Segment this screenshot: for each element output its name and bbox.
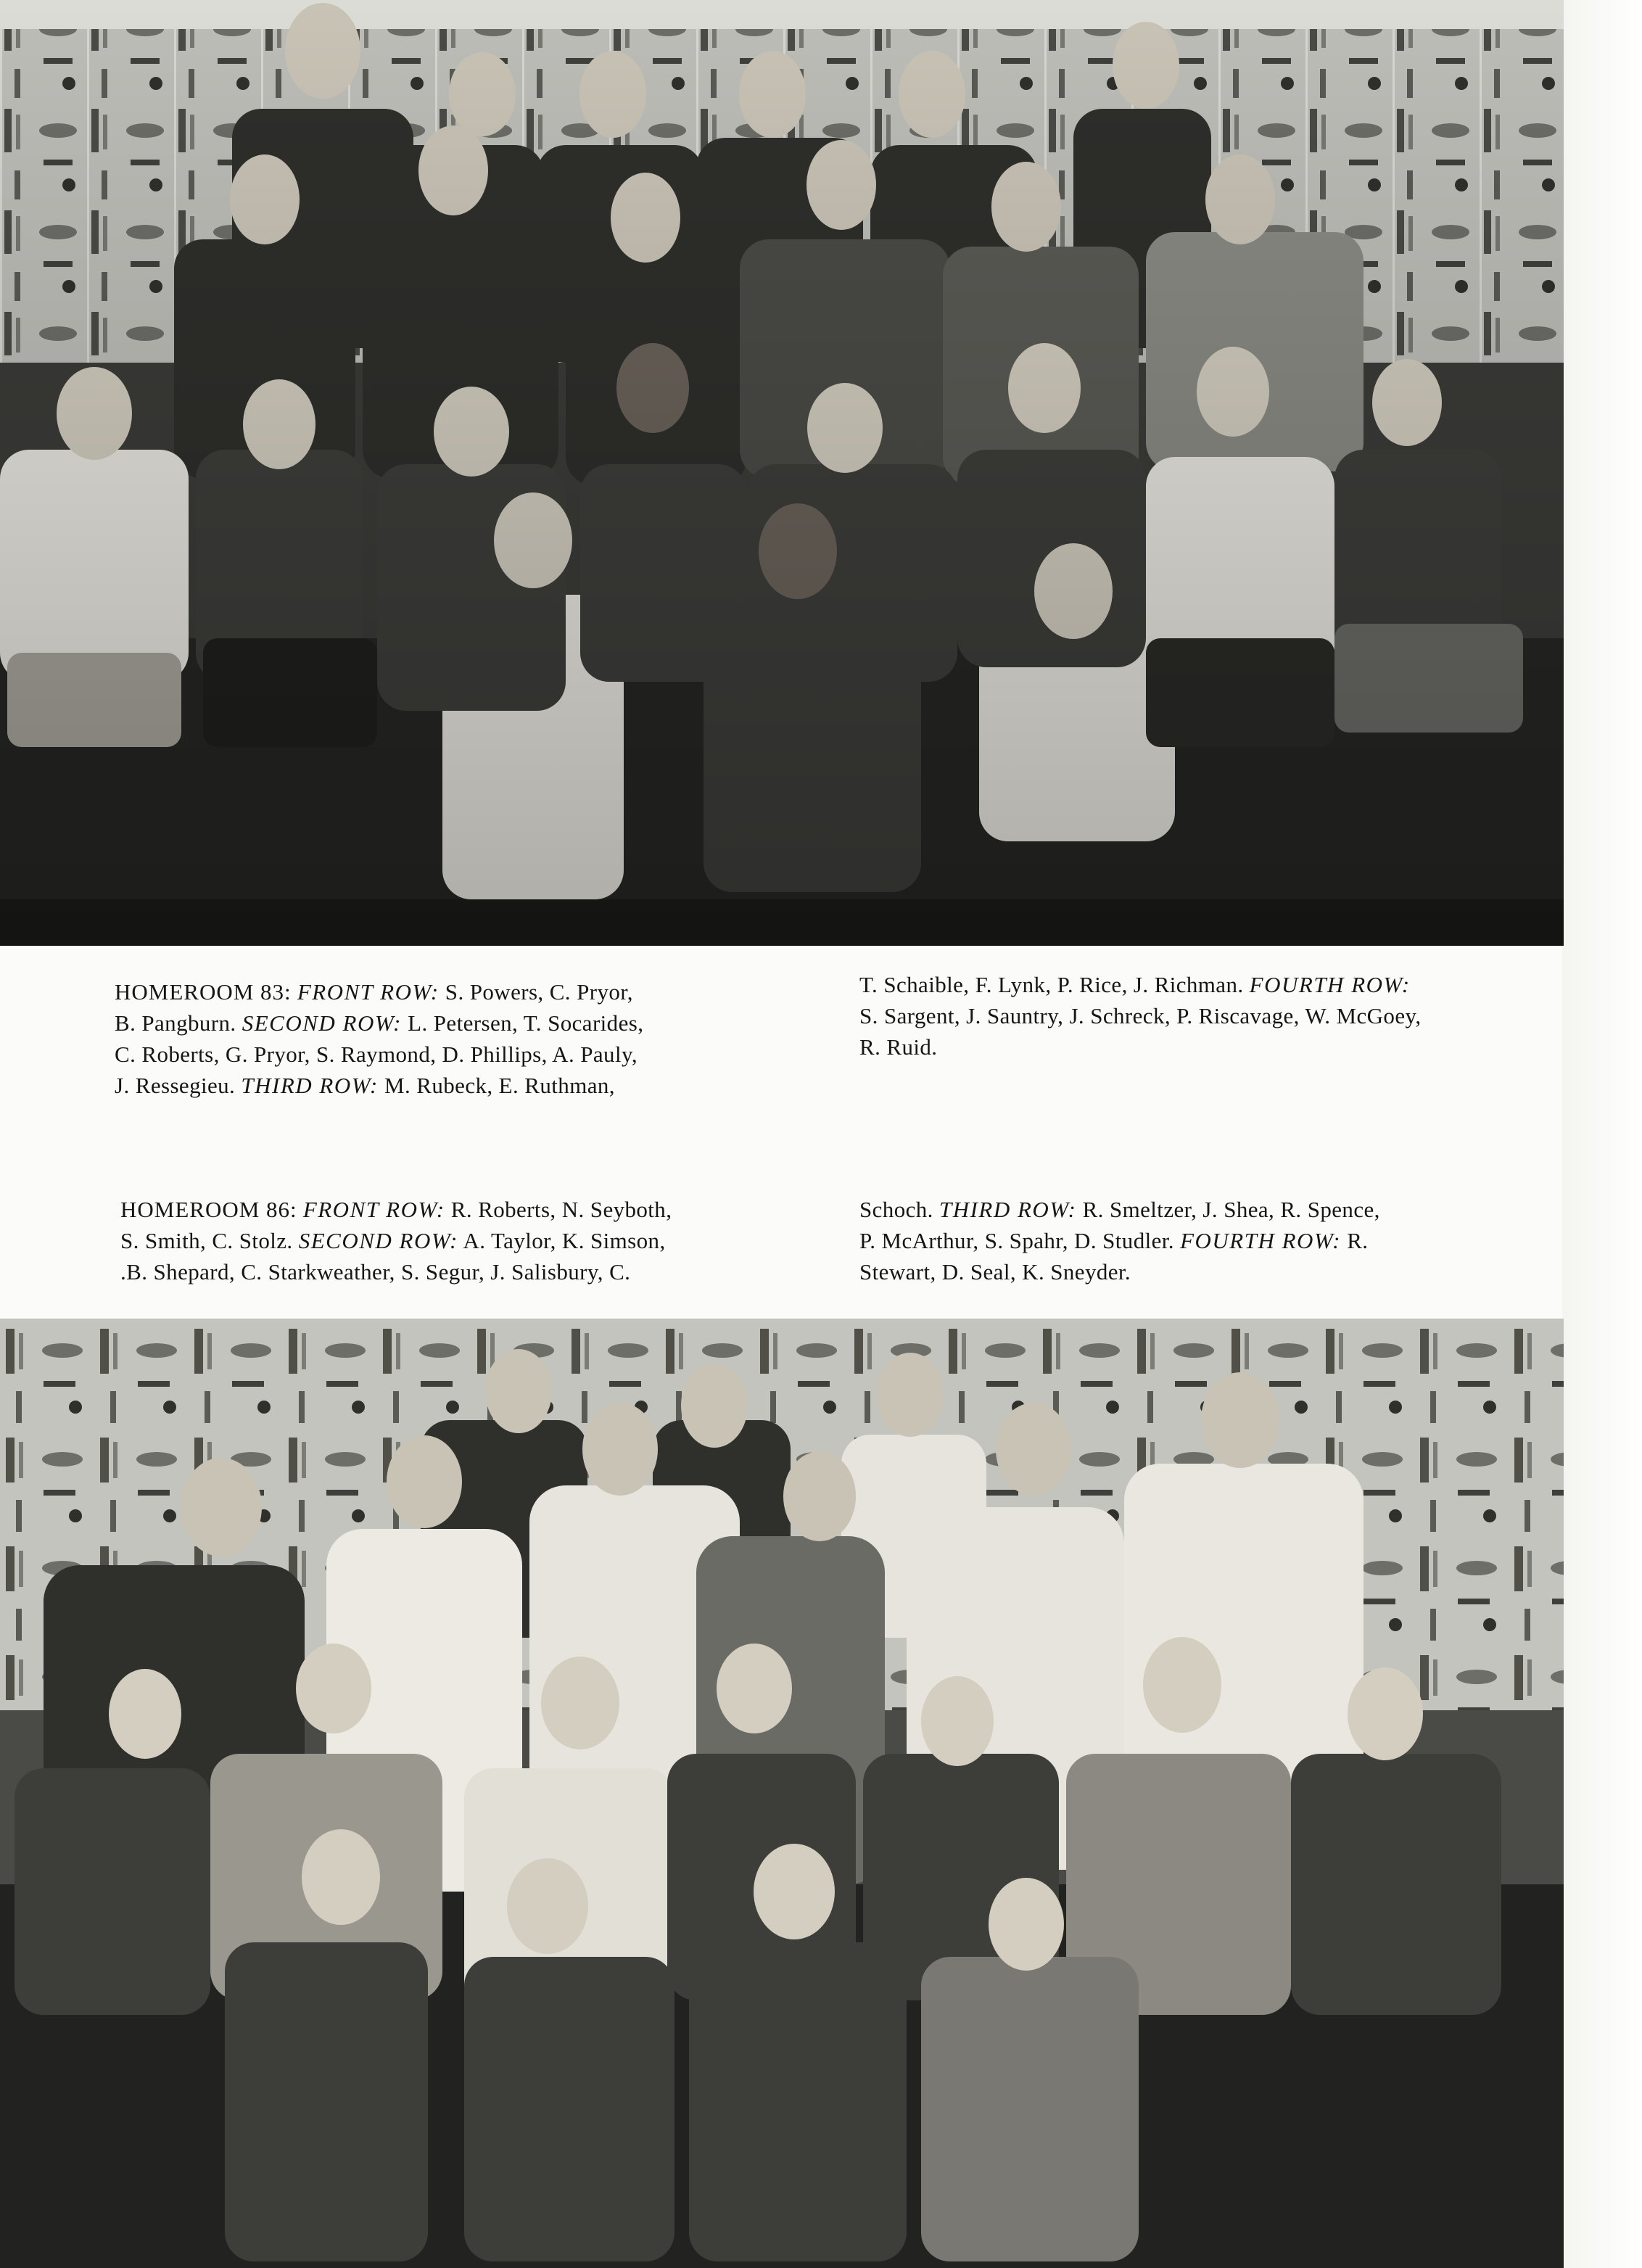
second-row-names-cont: C. Roberts, G. Pryor, S. Raymond, D. Phillips, A. Pauly, [115, 1042, 638, 1067]
front-row-label: FRONT ROW: [302, 1197, 445, 1222]
front-row-label: FRONT ROW: [297, 979, 440, 1005]
fourth-row-label: FOURTH ROW: [1249, 972, 1411, 997]
third-row-names-cont: T. Schaible, F. Lynk, P. Rice, J. Richman. [859, 972, 1244, 997]
front-row-names-cont: S. Smith, C. Stolz. [120, 1228, 293, 1253]
fourth-row-label: FOURTH ROW: [1180, 1228, 1342, 1253]
homeroom-83-group-photo [0, 0, 1564, 946]
page-margin [1562, 0, 1642, 2268]
second-row-names: L. Petersen, T. Socarides, [408, 1010, 644, 1036]
second-row-names: A. Taylor, K. Simson, [463, 1228, 666, 1253]
second-row-label: SECOND ROW: [298, 1228, 459, 1253]
third-row-label: THIRD ROW: [241, 1073, 379, 1098]
homeroom-86-group-photo [0, 1319, 1564, 2268]
homeroom-86-caption-right [859, 1194, 1548, 1287]
homeroom-83-photo-image [0, 0, 1564, 946]
third-row-label: THIRD ROW: [938, 1197, 1077, 1222]
second-row-names-end: Schoch. [859, 1197, 933, 1222]
fourth-row-names: S. Sargent, J. Sauntry, J. Schreck, P. Riscavage, W. McGoey, [859, 1003, 1422, 1028]
front-row-names: R. Roberts, N. Seyboth, [450, 1197, 672, 1222]
fourth-row-names: R. [1347, 1228, 1369, 1253]
homeroom-83-caption-left [115, 976, 809, 1101]
second-row-names-cont: .B. Shepard, C. Starkweather, S. Segur, J. Salisbury, C. [120, 1259, 631, 1284]
third-row-names: R. Smeltzer, J. Shea, R. Spence, [1082, 1197, 1380, 1222]
third-row-names: M. Rubeck, E. Ruthman, [384, 1073, 615, 1098]
third-row-names-cont: P. McArthur, S. Spahr, D. Studler. [859, 1228, 1174, 1253]
homeroom-83-caption-right [859, 969, 1548, 1063]
homeroom-86-photo-image [0, 1319, 1564, 2268]
fourth-row-names-end: Stewart, D. Seal, K. Sneyder. [859, 1259, 1131, 1284]
fourth-row-names-end: R. Ruid. [859, 1034, 938, 1060]
homeroom-86-caption-left [120, 1194, 813, 1287]
homeroom-83-label: HOMEROOM 83: [115, 979, 292, 1005]
front-row-names: S. Powers, C. Pryor, [445, 979, 633, 1005]
second-row-label: SECOND ROW: [242, 1010, 402, 1036]
second-row-names-end: J. Ressegieu. [115, 1073, 236, 1098]
homeroom-86-label: HOMEROOM 86: [120, 1197, 297, 1222]
front-row-names-cont: B. Pangburn. [115, 1010, 236, 1036]
